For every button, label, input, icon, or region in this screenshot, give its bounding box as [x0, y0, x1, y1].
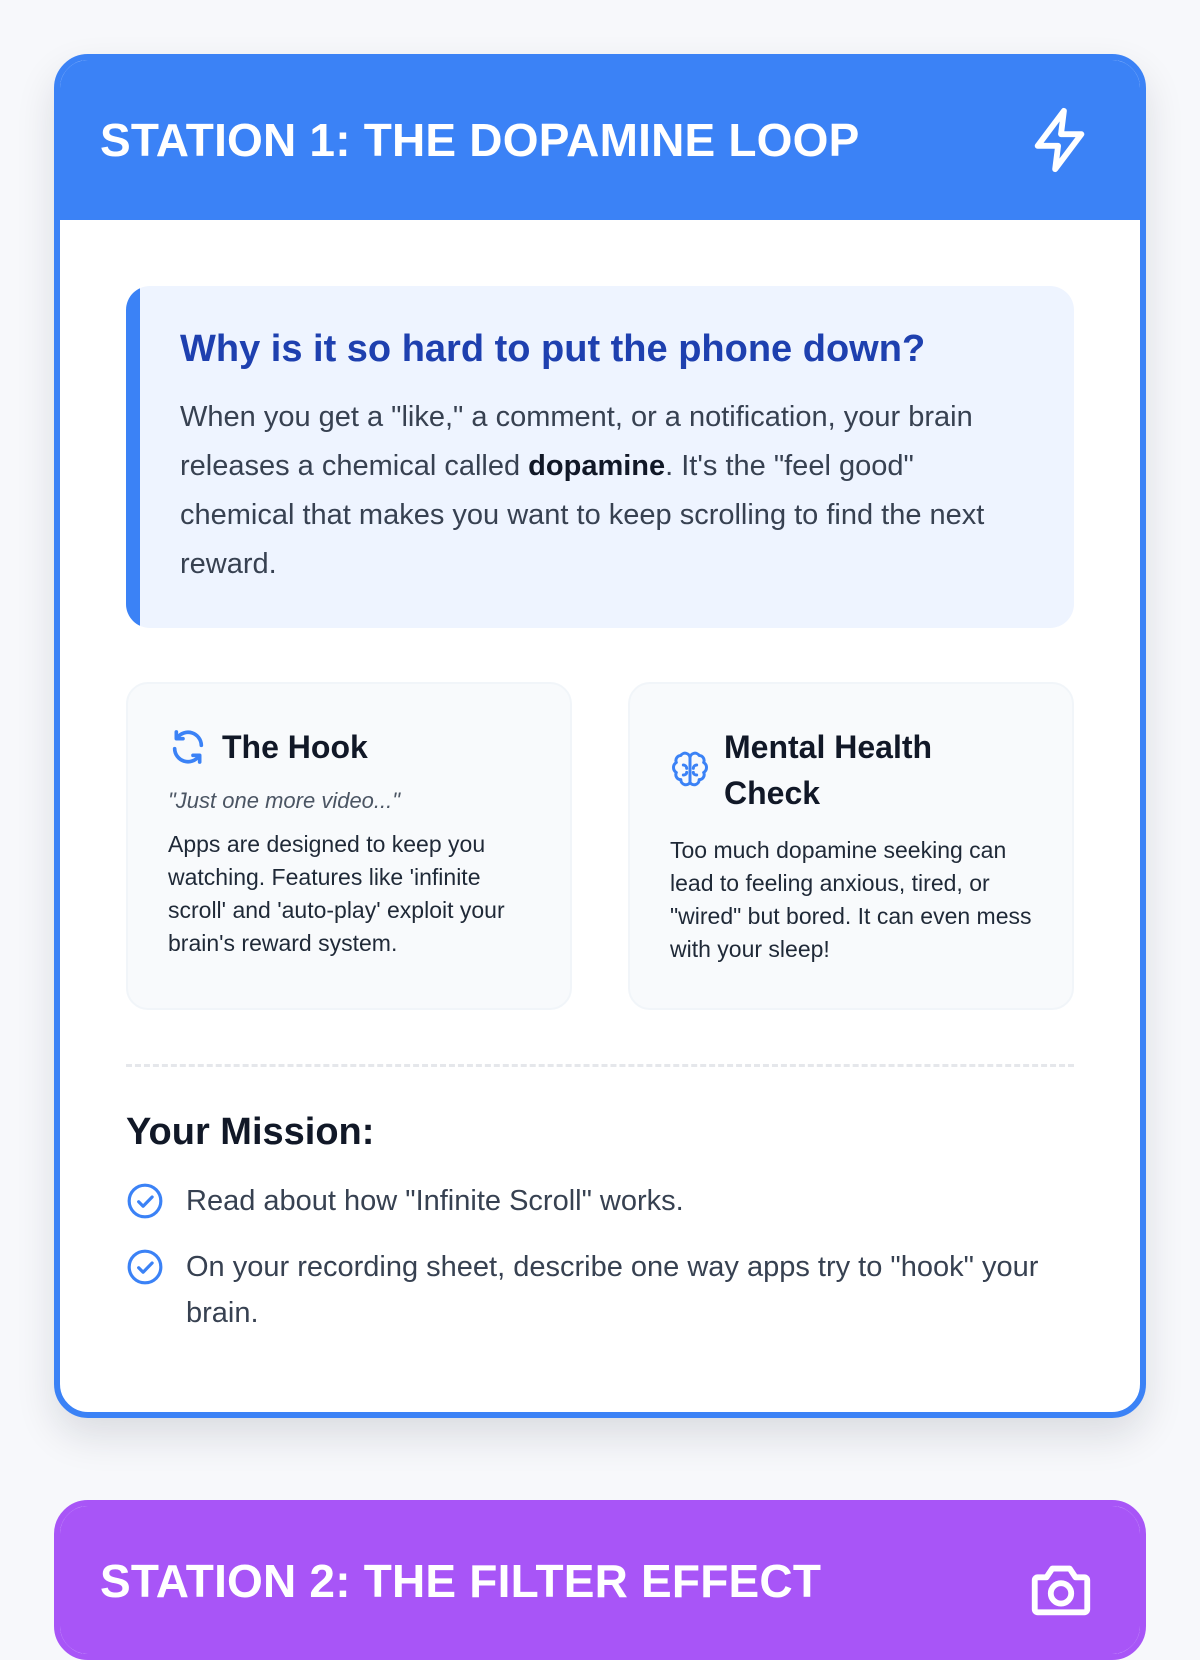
lightning-bolt-icon	[1026, 105, 1096, 175]
info-card-title: Mental Health Check	[724, 729, 933, 811]
info-card-text: Too much dopamine seeking can lead to feeling anxious, tired, or "wired" but bored. It can even mess with your sleep!	[670, 837, 1032, 962]
intro-text-end: . It's the "feel good" chemical that makes you want to keep scrolling to find the next reward.	[180, 450, 985, 580]
intro-callout	[126, 286, 1074, 628]
station-1-body	[60, 220, 1140, 1336]
info-card-title: The Hook	[222, 729, 368, 765]
refresh-icon	[168, 727, 208, 767]
info-card-header	[168, 724, 530, 770]
mission-item	[126, 1178, 1074, 1224]
mission-item-text: Read about how "Infinite Scroll" works.	[186, 1185, 684, 1217]
station-2-title: STATION 2: THE FILTER EFFECT	[100, 1555, 822, 1607]
intro-text	[180, 393, 1024, 589]
mission-title: Your Mission:	[126, 1111, 375, 1153]
mission-list	[126, 1178, 1074, 1336]
check-circle-icon	[126, 1182, 164, 1220]
station-1-header	[60, 60, 1140, 220]
station-2-card	[54, 1500, 1146, 1660]
intro-text-bold: dopamine	[528, 450, 666, 482]
info-card-text: Apps are designed to keep you watching. Features like 'infinite scroll' and 'auto-play' exploit your brain's reward system.	[168, 831, 505, 956]
info-card-mental-health	[628, 682, 1074, 1010]
info-card-hook	[126, 682, 572, 1010]
mission-item	[126, 1244, 1074, 1336]
intro-text-start: When you get a "like," a comment, or a notification, your brain releases a chemical called	[180, 401, 973, 482]
mission-item-text: On your recording sheet, describe one way apps try to "hook" your brain.	[186, 1251, 1039, 1329]
info-card-quote: "Just one more video..."	[168, 788, 401, 813]
brain-icon	[670, 750, 710, 790]
section-divider	[126, 1064, 1074, 1067]
station-1-title: STATION 1: THE DOPAMINE LOOP	[100, 114, 860, 166]
info-card-header	[670, 724, 1032, 816]
intro-title: Why is it so hard to put the phone down?	[180, 328, 926, 370]
station-1-card	[54, 54, 1146, 1418]
station-2-header	[60, 1506, 1140, 1660]
check-circle-icon	[126, 1248, 164, 1286]
info-cards-row	[126, 682, 1074, 1010]
camera-icon	[1026, 1554, 1096, 1624]
